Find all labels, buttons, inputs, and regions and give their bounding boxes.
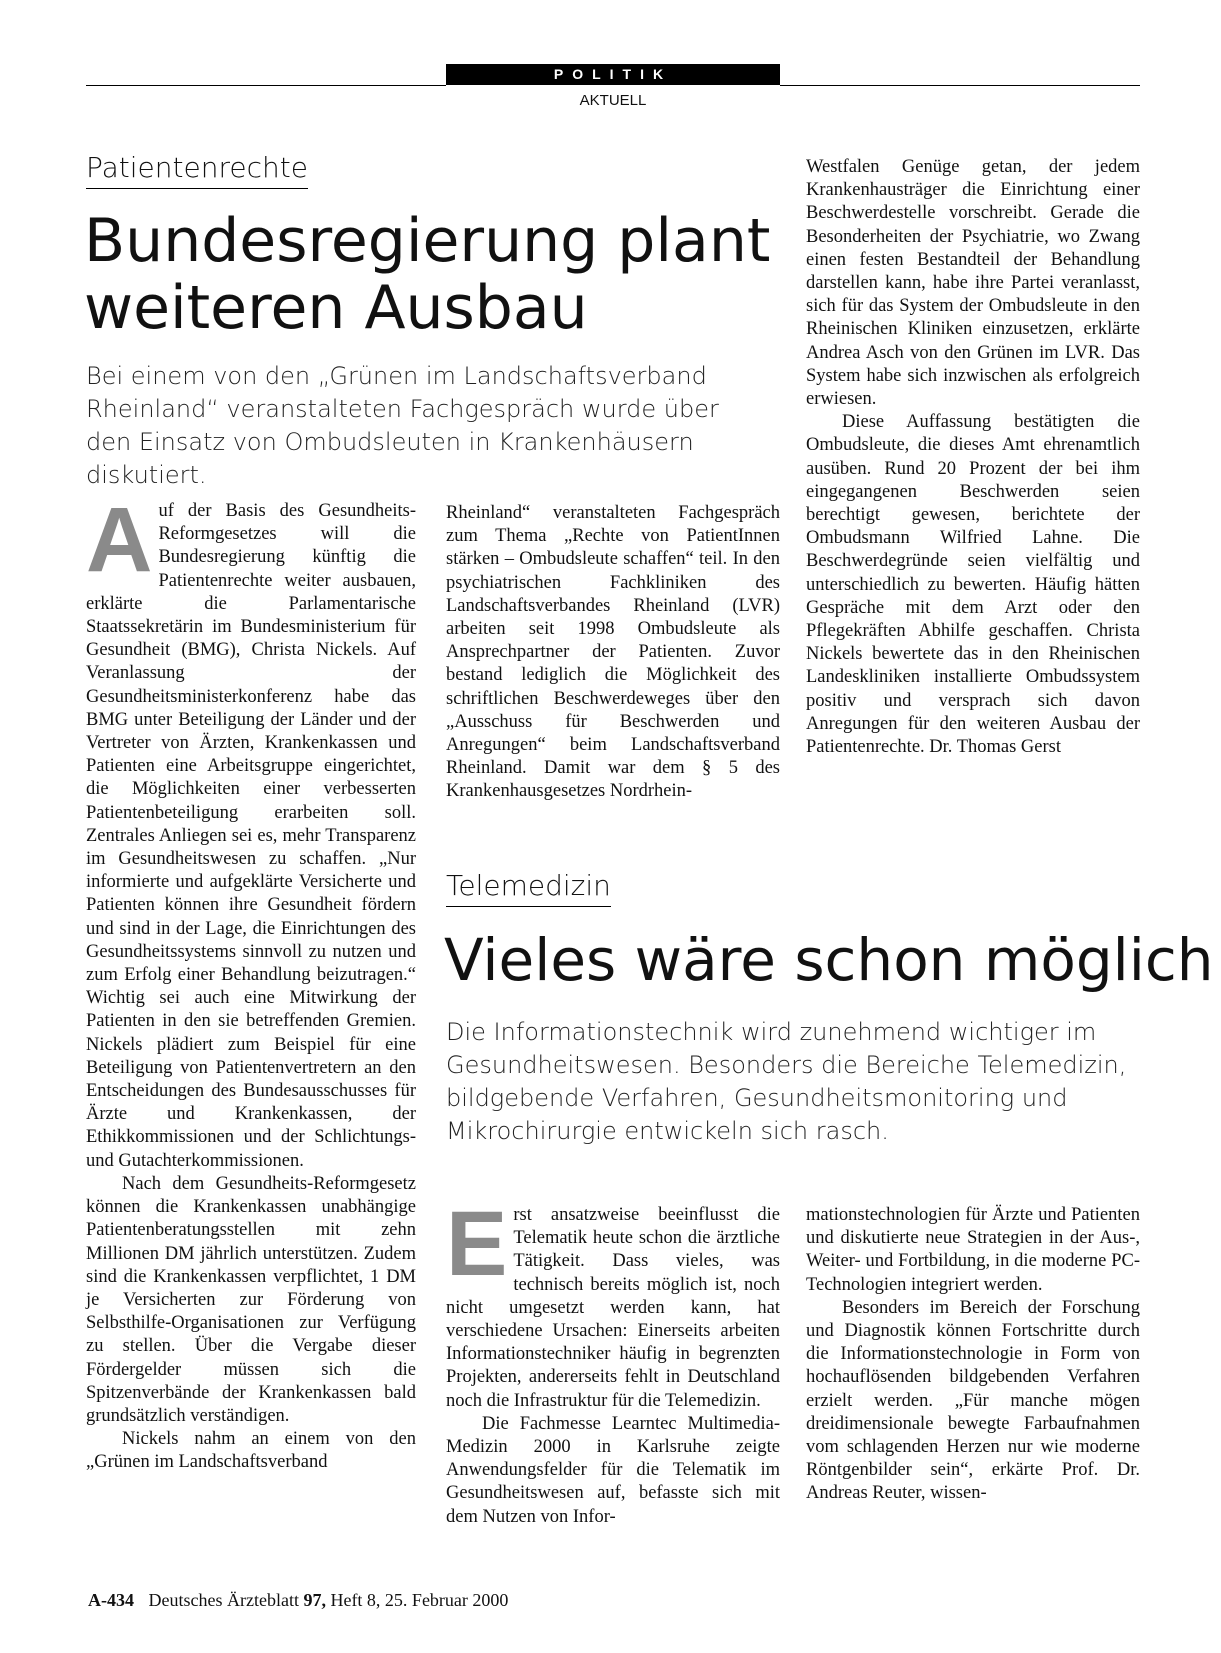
article1-col3-paragraph-2 bbox=[806, 411, 1140, 759]
article1-headline-line1: Bundesregierung plant bbox=[84, 206, 771, 276]
article2-kicker: Telemedizin bbox=[446, 868, 611, 907]
article2-col3-paragraph-1: mationstechnologien für Ärzte und Patienten und diskutierte neue Strategien in der Aus-, Weiter- und Fortbildung, in die moderne PC-Technologien integriert werden. bbox=[806, 1205, 1140, 1295]
article1-column-3 bbox=[806, 156, 1140, 759]
section-label: POLITIK bbox=[446, 64, 780, 85]
header-rule-left bbox=[86, 85, 446, 86]
journal-volume: 97, bbox=[303, 1590, 326, 1610]
article1-kicker: Patientenrechte bbox=[86, 150, 308, 189]
article1-kicker-wrap bbox=[86, 150, 308, 189]
article2-headline: Vieles wäre schon möglich bbox=[444, 926, 1214, 994]
article1-column-2 bbox=[446, 502, 780, 804]
article1-col3-paragraph-2-text: Diese Auffassung bestätigten die Ombudsleute, die dieses Amt ehrenamtlich ausüben. Rund 20 Prozent der bei ihm eingegangenen Beschwerden seien berechtigt gewesen, berichtete der Ombudsmann Wilfried Lahne. Die Beschwerdegründe seien vielfältig und unterschiedlich zu bewerten. Häufig hätten Gespräche mit dem Arzt oder den Pflegekräften Abhilfe geschaffen. Christa Nickels bewertete das in den Rheinischen Landeskliniken installierte Ombudssystem positiv und versprach sich davon Anregungen für den weiteren Ausbau der Patientenrechte. bbox=[806, 412, 1140, 758]
page-footer bbox=[88, 1590, 508, 1611]
article2-col2-paragraph-1: rst ansatzweise beeinflusst die Telematik heute schon die ärztliche Tätigkeit. Dass vieles, was technisch bereits möglich ist, noch nicht umgesetzt werden kann, hat verschiedene Ursachen: Einerseits arbeiten Informationstechniker häufig in begrenzten Projekten, andererseits fehlt in Deutschland noch die Infrastruktur für die Telemedizin. bbox=[446, 1205, 780, 1411]
journal-name: Deutsches Ärzteblatt bbox=[148, 1590, 299, 1610]
article1-col1-paragraph-1: uf der Basis des Gesundheits-Reformgesetzes will die Bundesregierung künftig die Patientenrechte weiter ausbauen, erklärte die Parlamentarische Staatssekretärin im Bundesministerium für Gesundheit (BMG), Christa Nickels. Auf Veranlassung der Gesundheitsministerkonferenz habe das BMG unter Beteiligung der Länder und der Vertreter von Ärzten, Krankenkassen und Patienten eine Arbeitsgruppe eingerichtet, die Möglichkeiten einer verbesserten Patientenbeteiligung erarbeiten soll. Zentrales Anliegen sei es, mehr Transparenz im Gesundheitswesen zu schaffen. „Nur informierte und aufgeklärte Versicherte und Patienten können ihre Gesundheit fördern und sind in der Lage, die Einrichtungen des Gesundheitssystems sinnvoll zu nutzen und zum Erfolg einer Behandlung beizutragen.“ Wichtig sei auch eine Mitwirkung der Patienten in den sie betreffenden Gremien. Nickels plädiert zum Beispiel für eine Beteiligung von Patientenvertretern an den Entscheidungen des Bundesausschusses für Ärzte und Krankenkassen, der Ethikkommissionen und der Schlichtungs- und Gutachterkommissionen. bbox=[86, 501, 416, 1171]
article1-lead: Bei einem von den „Grünen im Landschaftsverband Rheinland“ veranstalteten Fachgespräch wurde über den Einsatz von Ombudsleuten in Krankenhäusern diskutiert. bbox=[86, 362, 719, 489]
article2-column-2 bbox=[446, 1193, 780, 1529]
article2-kicker-wrap bbox=[446, 868, 611, 907]
article1-col2-paragraph-1: Rheinland“ veranstalteten Fachgespräch zum Thema „Rechte von PatientInnen stärken – Ombudsleute schaffen“ teil. In den psychiatrischen Fachkliniken des Landschaftsverbandes Rheinland (LVR) arbeiten seit 1998 Ombudsleute als Ansprechpartner der Patienten. Zuvor bestand lediglich die Möglichkeit des schriftlichen Beschwerdeweges über den „Ausschuss für Beschwerden und Anregungen“ beim Landschaftsverband Rheinland. Damit war dem § 5 des Krankenhausgesetzes Nordrhein- bbox=[446, 503, 780, 802]
article1-dropcap: A bbox=[86, 489, 153, 591]
article1-col1-paragraph-2: Nach dem Gesundheits-Reformgesetz können die Krankenkassen unabhängige Patientenberatungsstellen mit zehn Millionen DM jährlich unterstützen. Zudem sind die Krankenkassen verpflichtet, 1 DM je Versicherten zur Förderung von Selbsthilfe-Organisationen zur Verfügung zu stellen. Über die Vergabe dieser Fördergelder müssen sich die Spitzenverbände der Krankenkassen bald grundsätzlich verständigen. bbox=[86, 1173, 416, 1426]
article2-dropcap: E bbox=[446, 1193, 508, 1295]
article2-col3-paragraph-2: Besonders im Bereich der Forschung und Diagnostik können Fortschritte durch die Informationstechnologie in Form von hochauflösenden bildgebenden Verfahren erzielt werden. „Für manche mögen dreidimensionale bewegte Farbaufnahmen vom schlagenden Herzen nur wie moderne Röntgenbilder sein“, erkärte Prof. Dr. Andreas Reuter, wissen- bbox=[806, 1297, 1140, 1504]
article1-headline-line2: weiteren Ausbau bbox=[84, 273, 588, 344]
page-number: A-434 bbox=[88, 1590, 134, 1610]
article1-headline bbox=[84, 208, 770, 342]
article1-author: Dr. Thomas Gerst bbox=[929, 737, 1061, 758]
subsection-label: AKTUELL bbox=[579, 92, 647, 109]
article1-column-1 bbox=[86, 489, 416, 1475]
article1-col1-paragraph-3: Nickels nahm an einem von den „Grünen im Landschaftsverband bbox=[86, 1429, 416, 1473]
article2-lead: Die Informationstechnik wird zunehmend wichtiger im Gesundheitswesen. Besonders die Bereiche Telemedizin, bildgebende Verfahren, Gesundheitsmonitoring und Mikrochirurgie entwickeln sich rasch. bbox=[446, 1018, 1127, 1145]
header-rule-right bbox=[780, 85, 1140, 86]
journal-issue: Heft 8, 25. Februar 2000 bbox=[330, 1590, 509, 1610]
article1-col3-paragraph-1: Westfalen Genüge getan, der jedem Krankenhausträger die Einrichtung einer Beschwerdestelle vorschreibt. Gerade die Besonderheiten der Psychiatrie, wo Zwang einen festen Bestandteil der Behandlung darstellen kann, habe ihre Partei veranlasst, sich für das System der Ombudsleute in den Rheinischen Kliniken einzusetzen, erklärte Andrea Asch von den Grünen im LVR. Das System habe sich inzwischen als erfolgreich erwiesen. bbox=[806, 157, 1140, 410]
article2-column-3 bbox=[806, 1204, 1140, 1506]
article2-col2-paragraph-2: Die Fachmesse Learntec Multimedia-Medizin 2000 in Karlsruhe zeigte Anwendungsfelder für die Telematik im Gesundheitswesen auf, befasste sich mit dem Nutzen von Infor- bbox=[446, 1413, 780, 1527]
